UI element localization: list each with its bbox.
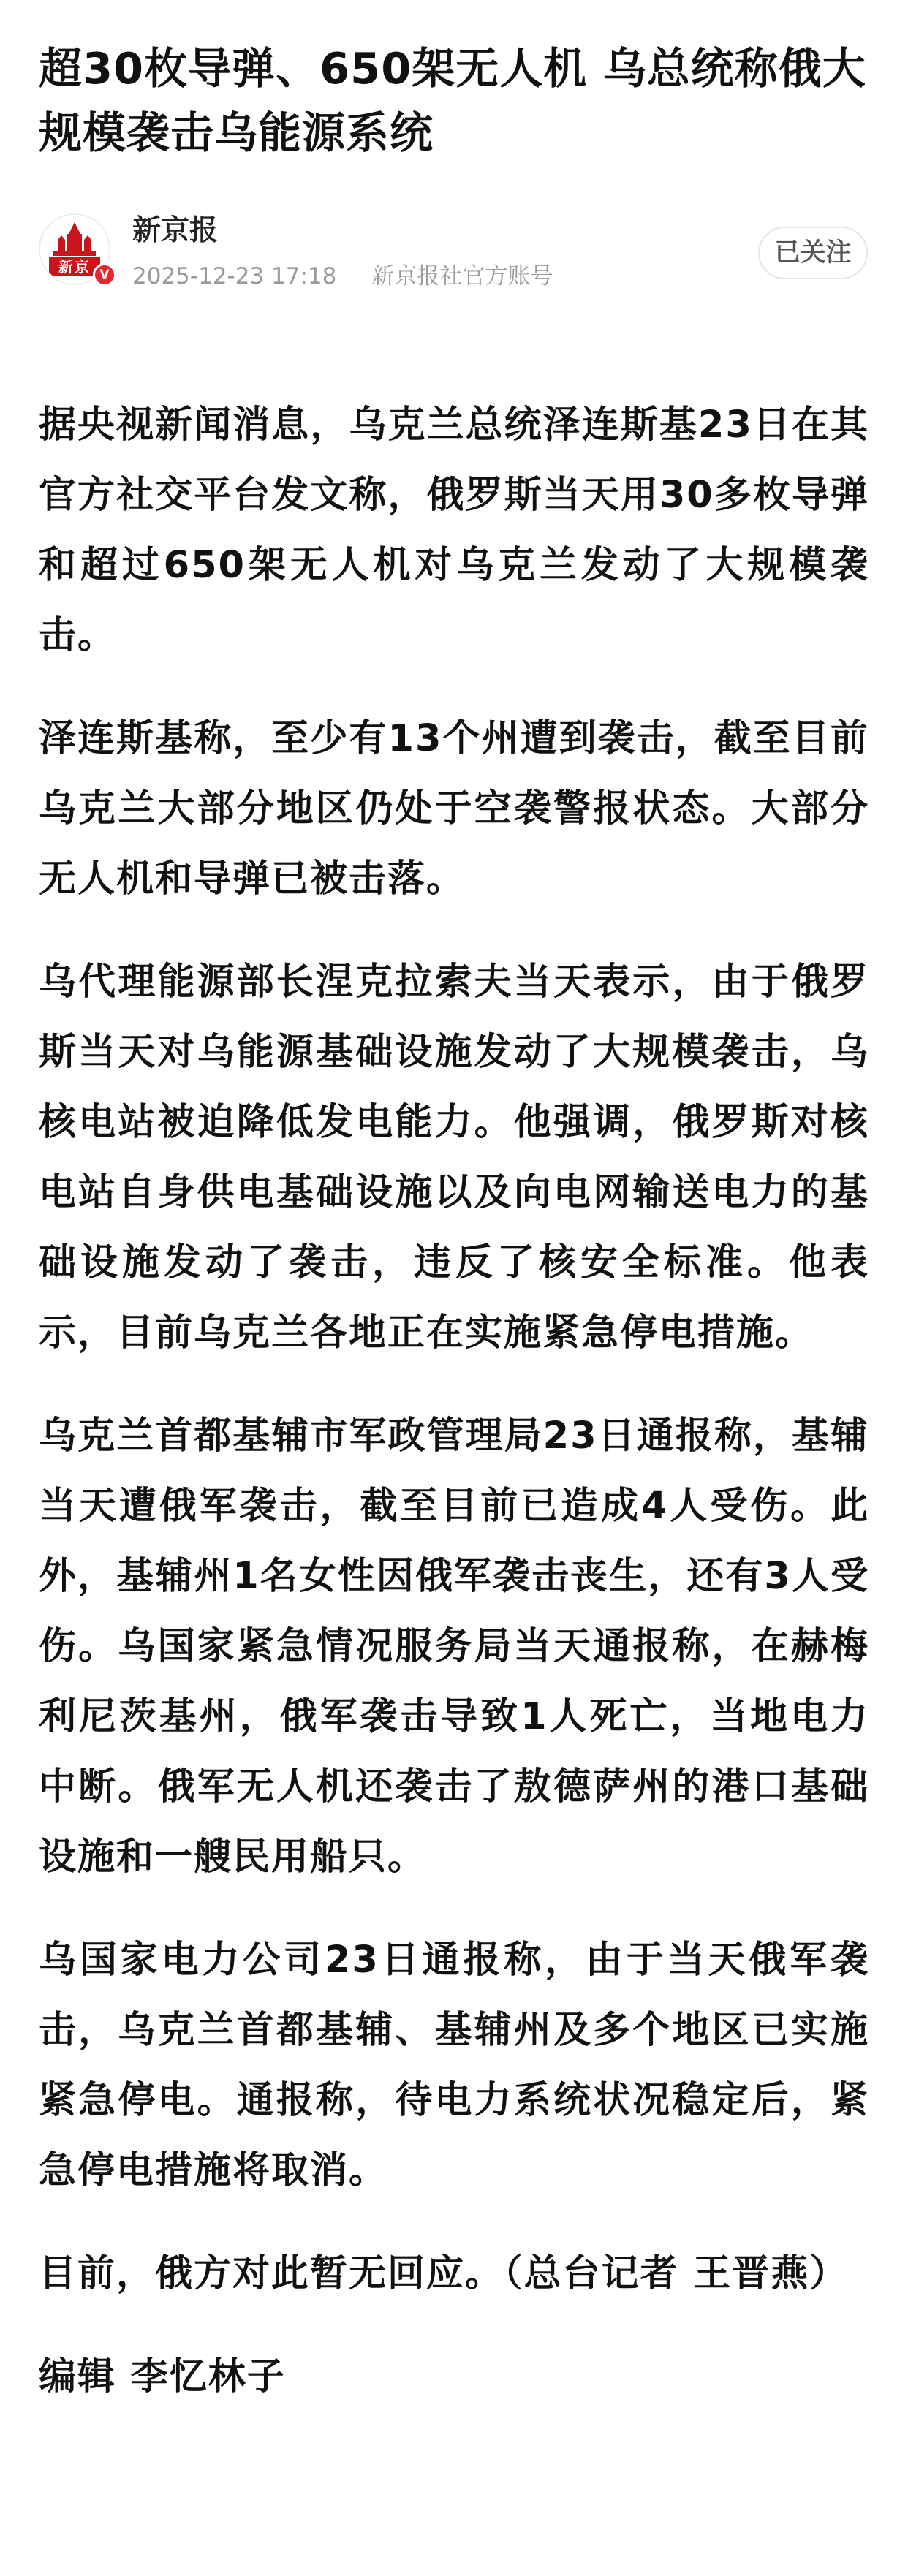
- account-description: 新京报社官方账号: [371, 263, 553, 289]
- publish-date: 2025-12-23 17:18: [132, 263, 337, 289]
- article-paragraph: 乌代理能源部长涅克拉索夫当天表示，由于俄罗斯当天对乌能源基础设施发动了大规模袭击，乌核电站被迫降低发电能力。他强调，俄罗斯对核电站自身供电基础设施以及向电网输送电力的基础设施发动了袭击，违反了核安全标准。他表示，目前乌克兰各地正在实施紧急停电措施。: [39, 961, 869, 1355]
- article-paragraph: 乌国家电力公司23日通报称，由于当天俄军袭击，乌克兰首都基辅、基辅州及多个地区已实施紧急停电。通报称，待电力系统状况稳定后，紧急停电措施将取消。: [39, 1939, 869, 2192]
- author-meta: [132, 262, 588, 291]
- author-row: [39, 208, 869, 295]
- article-title: 超30枚导弹、650架无人机 乌总统称俄大规模袭击乌能源系统: [39, 43, 866, 158]
- article-paragraph: 泽连斯基称，至少有13个州遭到袭击，截至目前乌克兰大部分地区仍处于空袭警报状态。大部分无人机和导弹已被击落。: [39, 717, 869, 901]
- article-paragraph: 乌克兰首都基辅市军政管理局23日通报称，基辅当天遭俄军袭击，截至目前已造成4人受伤。此外，基辅州1名女性因俄军袭击丧生，还有3人受伤。乌国家紧急情况服务局当天通报称，在赫梅利尼茨基州，俄军袭击导致1人死亡，当地电力中断。俄军无人机还袭击了敖德萨州的港口基础设施和一艘民用船只。: [39, 1414, 869, 1879]
- article-paragraph: 目前，俄方对此暂无回应。（总台记者 王晋燕）: [39, 2252, 849, 2295]
- editor-credit: 编辑 李忆林子: [39, 2355, 286, 2398]
- article-paragraph: 据央视新闻消息，乌克兰总统泽连斯基23日在其官方社交平台发文称，俄罗斯当天用30多枚导弹和超过650架无人机对乌克兰发动了大规模袭击。: [39, 404, 869, 657]
- avatar-text: 新京: [49, 257, 100, 276]
- author-name[interactable]: 新京报: [132, 214, 219, 247]
- follow-button[interactable]: 已关注: [758, 227, 868, 279]
- article-body: [39, 390, 869, 2412]
- verified-badge-icon: V: [93, 263, 116, 287]
